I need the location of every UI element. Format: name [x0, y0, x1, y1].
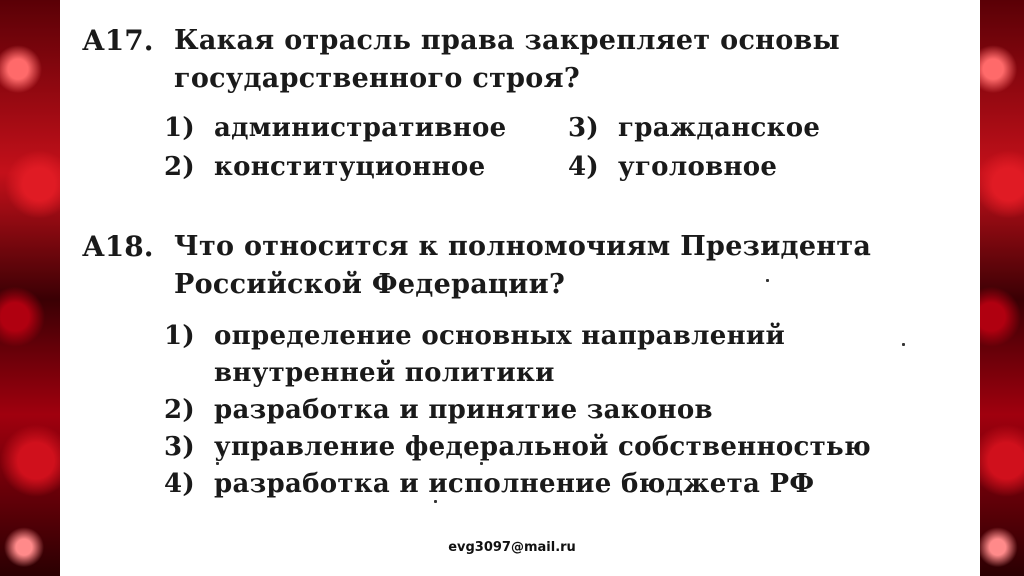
answer-option[interactable] [164, 149, 568, 186]
option-text: разработка и принятие законов [214, 395, 713, 425]
answer-options [164, 318, 968, 503]
answer-option[interactable] [164, 392, 968, 429]
answer-option[interactable] [164, 318, 968, 392]
option-number: 3) [164, 432, 195, 462]
option-number: 2) [164, 152, 195, 182]
test-page [60, 0, 980, 576]
scan-speck [216, 462, 219, 465]
option-text: гражданское [618, 113, 821, 143]
question-text: Какая отрасль права закрепляет основы государственного строя? [174, 25, 840, 94]
answer-option[interactable] [164, 466, 968, 503]
answer-option[interactable] [164, 429, 968, 466]
answer-option[interactable] [164, 110, 568, 147]
question-a17 [82, 22, 968, 186]
footer-email: evg3097@mail.ru [448, 540, 576, 555]
answer-option[interactable] [568, 110, 928, 147]
option-text: административное [214, 113, 507, 143]
question-text: Что относится к полномочиям Президента Российской Федерации? [174, 231, 872, 300]
answer-option[interactable] [568, 149, 928, 186]
scan-speck [766, 279, 769, 282]
option-number: 1) [164, 113, 195, 143]
option-number: 3) [568, 113, 599, 143]
question-number: А18. [82, 230, 154, 263]
option-text: управление федеральной собственностью [214, 432, 871, 462]
option-text: уголовное [618, 152, 778, 182]
question-number: А17. [82, 24, 154, 57]
option-number: 4) [164, 469, 195, 499]
option-number: 4) [568, 152, 599, 182]
option-text: разработка и исполнение бюджета РФ [214, 469, 815, 499]
question-a18 [82, 228, 968, 503]
answer-options [164, 110, 968, 186]
option-number: 1) [164, 321, 195, 351]
option-number: 2) [164, 395, 195, 425]
scan-speck [434, 500, 437, 503]
option-text: конституционное [214, 152, 486, 182]
decorative-left-border [0, 0, 60, 576]
decorative-right-border [980, 0, 1024, 576]
option-text: определение основных направлений внутренней политики [214, 321, 786, 388]
scan-speck [902, 343, 905, 346]
scan-speck [480, 462, 483, 465]
